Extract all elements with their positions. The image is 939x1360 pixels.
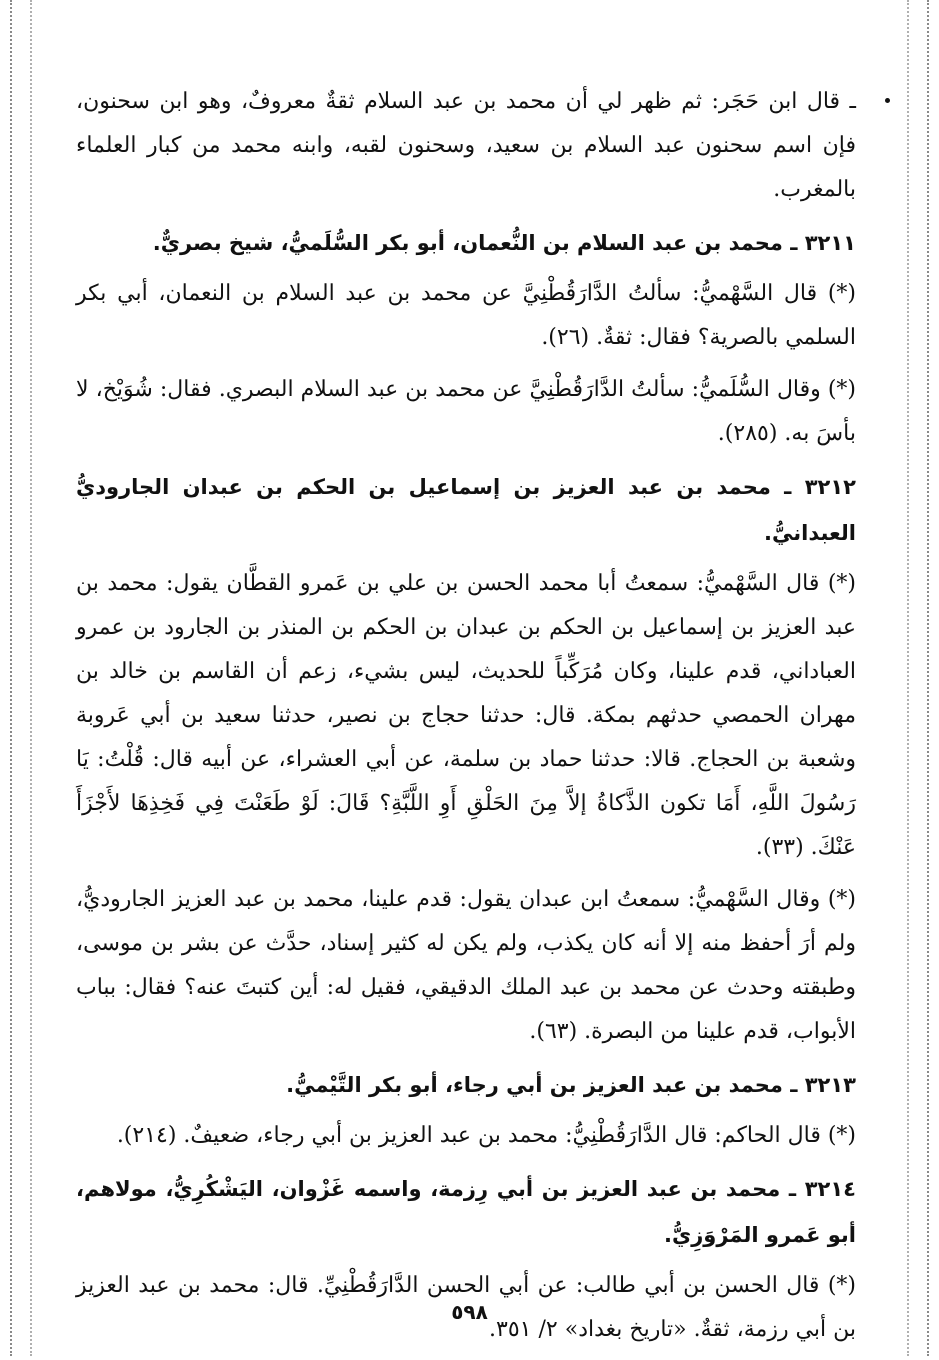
left-inner-dotted-rule xyxy=(30,0,32,1356)
paragraph-ibn-hajar-note: ـ قال ابن حَجَر: ثم ظهر لي أن محمد بن عبد السلام ثقةٌ معروفٌ، وهو ابن سحنون، فإن اسم سحنون عبد السلام بن سعيد، وسحنون لقبه، وابنه محمد من كبار العلماء بالمغرب. xyxy=(76,89,856,202)
entry-heading-3214: ٣٢١٤ ـ محمد بن عبد العزيز بن أبي رِزمة، واسمه غَزْوان، اليَشْكُرِيُّ، مولاهم، أبو عَمرو المَرْوَزِيُّ. xyxy=(76,1177,856,1247)
paragraph-3211-sulami: (*) وقال السُّلَميُّ: سألتُ الدَّارَقُطْنِيَّ عن محمد بن عبد السلام البصري. فقال: شُوَيْخ، لا بأسَ به. (٢٨٥). xyxy=(76,377,856,446)
page-number: ٥٩٨ xyxy=(451,1300,488,1324)
paragraph-3213-hakim: (*) قال الحاكم: قال الدَّارَقُطْنِيُّ: محمد بن عبد العزيز بن أبي رجاء، ضعيفٌ. (٢١٤). xyxy=(116,1123,856,1148)
margin-dot-mark xyxy=(885,98,890,103)
right-margin-dotted-rule xyxy=(927,0,929,1356)
paragraph-3212-sahmi-qattan: (*) قال السَّهْميُّ: سمعتُ أبا محمد الحسن بن علي بن عَمرو القطَّان يقول: محمد بن عبد العزيز بن إسماعيل بن الحكم بن عبدان بن الحكم بن المنذر بن الجارود بن عمرو العباداني، قدم علينا، وكان مُرَكِّباً للحديث، ليس بشيء، زعم أن القاسم بن خالد بن مهران الحمصي حدثهم بمكة. قال: حدثنا حجاج بن نصير، حدثنا سعيد بن أبي عَروبة وشعبة بن الحجاج. قالا: حدثنا حماد بن سلمة، عن أبي العشراء، عن أبيه قال: قُلْتُ: يَا رَسُولَ اللَّهِ، أَمَا تكون الذَّكاةُ إلاَّ مِنَ الحَلْقِ أَوِ اللَّبَّةِ؟ قَالَ: لَوْ طَعَنْتَ فِي فَخِذِهَا لأَجْزَأَ عَنْكَ. (٣٣). xyxy=(76,571,856,860)
right-inner-dotted-rule xyxy=(907,0,909,1356)
left-margin-dotted-rule xyxy=(10,0,12,1356)
entry-heading-3212: ٣٢١٢ ـ محمد بن عبد العزيز بن إسماعيل بن الحكم بن عبدان الجاروديُّ العبدانيُّ. xyxy=(76,475,856,545)
paragraph-3212-sahmi-ibn-abdan: (*) وقال السَّهْميُّ: سمعتُ ابن عبدان يقول: قدم علينا، محمد بن عبد العزيز الجاروديُّ، ولم أرَ أحفظ منه إلا أنه كان يكذب، ولم يكن له كثير إسناد، حدَّث عن بشر بن موسى، وطبقته وحدث عن محمد بن عبد الملك الدقيقي، فقيل له: أين كتبتَ عنه؟ فقال: بباب الأبواب، قدم علينا من البصرة. (٦٣). xyxy=(76,887,856,1044)
entry-heading-3211: ٣٢١١ ـ محمد بن عبد السلام بن النُّعمان، أبو بكر السُّلَميُّ، شيخ بصريٌّ. xyxy=(152,231,856,255)
paragraph-3211-sahmi: (*) قال السَّهْميُّ: سألتُ الدَّارَقُطْنِيَّ عن محمد بن عبد السلام بن النعمان، أبي بكر السلمي بالصرية؟ فقال: ثقةٌ. (٢٦). xyxy=(76,281,856,350)
page-body xyxy=(76,80,856,1360)
entry-heading-3213: ٣٢١٣ ـ محمد بن عبد العزيز بن أبي رجاء، أبو بكر التَّيْميُّ. xyxy=(286,1073,856,1097)
paragraph-3214-hasan: (*) قال الحسن بن أبي طالب: عن أبي الحسن الدَّارَقُطْنِيِّ. قال: محمد بن عبد العزيز بن أبي رزمة، ثقةٌ. «تاريخ بغداد» ٢/ ٣٥١. xyxy=(76,1273,856,1342)
